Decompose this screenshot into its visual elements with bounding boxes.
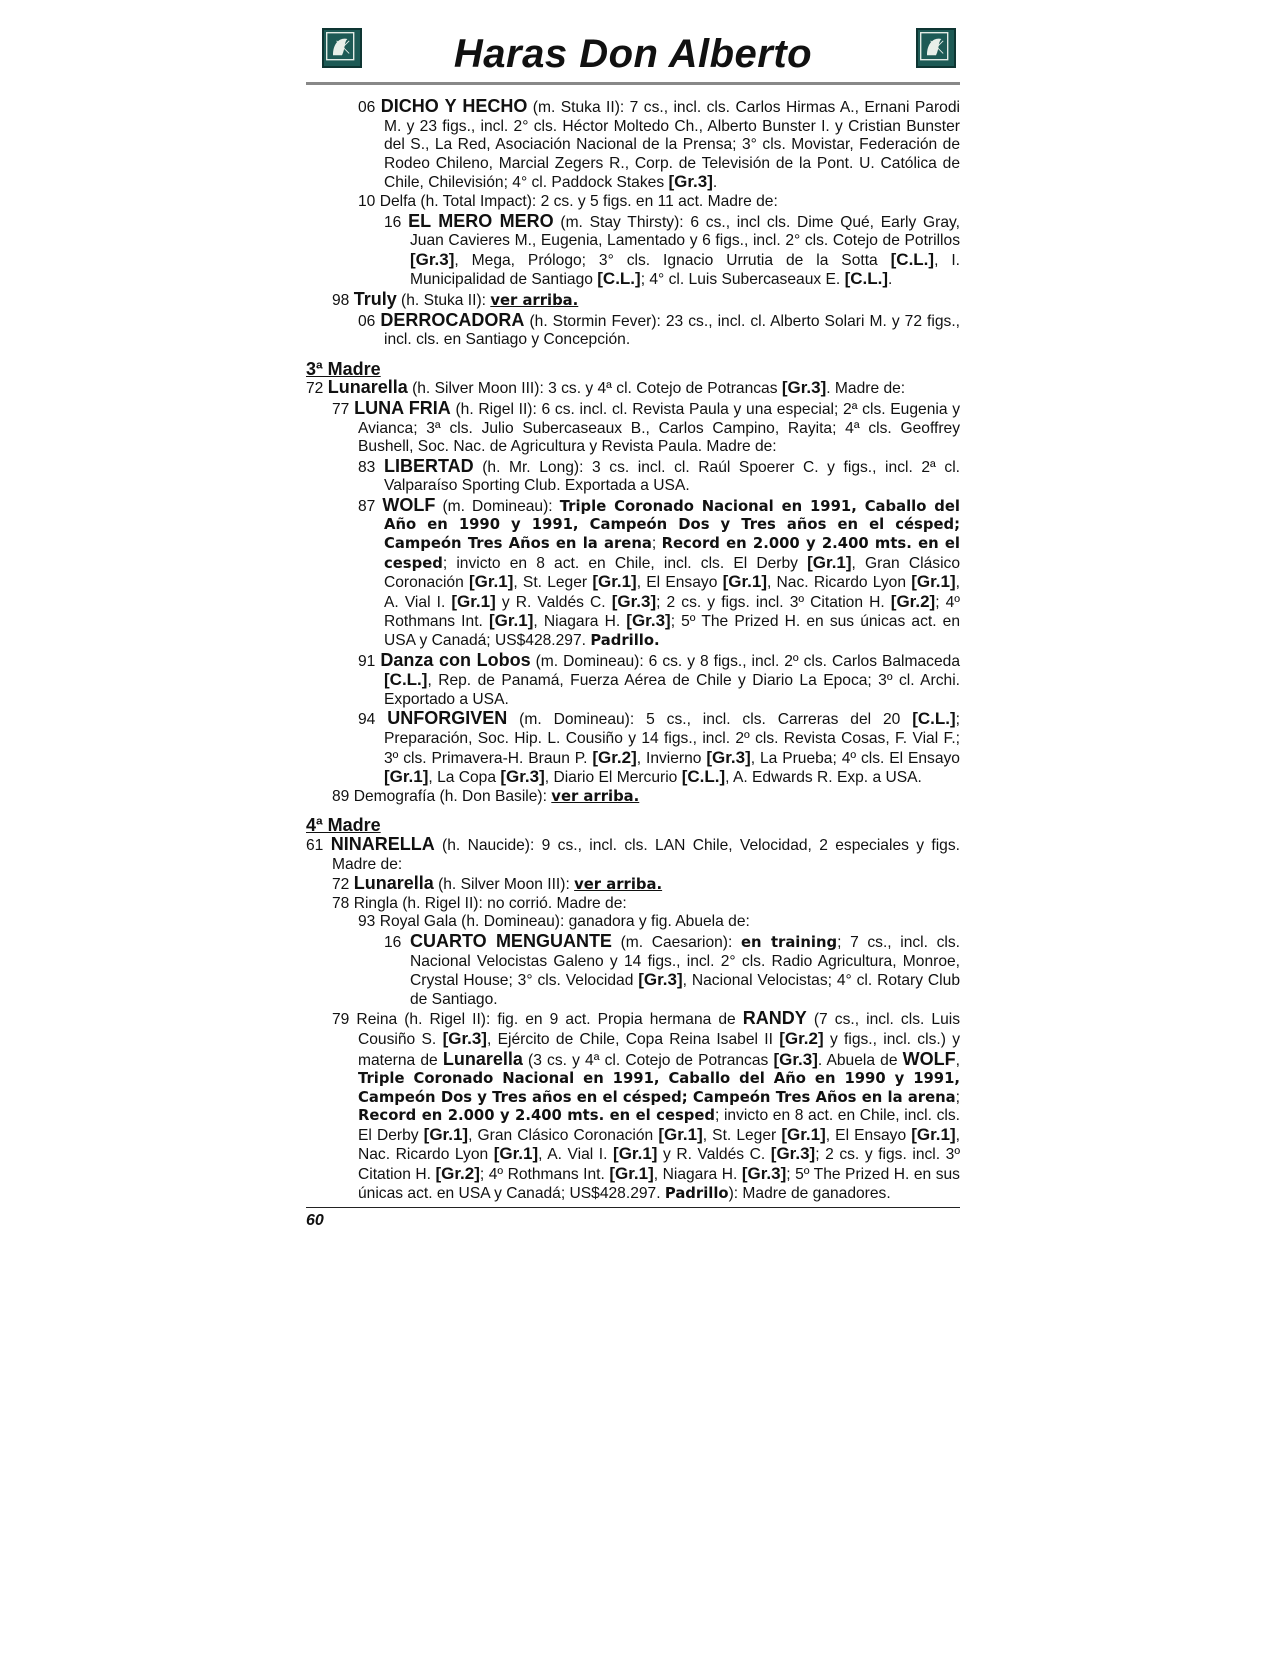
see-above-link: ver arriba.: [551, 787, 640, 805]
pedigree-entry: 72 Lunarella (h. Silver Moon III): 3 cs. y 4ª cl. Cotejo de Potrancas [Gr.3]. Madre de:: [306, 377, 906, 398]
pedigree-entry: 77 LUNA FRIA (h. Rigel II): 6 cs. incl. cl. Revista Paula y una especial; 2ª cls. Eugenia y Avianca; 3ª cls. Julio Subercaseaux B., Carlos Campino, Rayita; 4ª cls. Geoffrey Bushell, Soc. Nac. de Agricultura y Revista Paula. Madre de:: [332, 397, 961, 456]
pedigree-entry: 94 UNFORGIVEN (m. Domineau): 5 cs., incl. cls. Carreras del 20 [C.L.]; Preparación, Soc. Hip. L. Cousiño y 14 figs., incl. 2º cls. Revista Cosas, F. Vial F.; 3º cls. Primavera-H. Braun P. [Gr.2], Invierno [Gr.3], La Prueba; 4º cls. El Ensayo [Gr.1], La Copa [Gr.3], Diario El Mercurio [C.L.], A. Edwards R. Exp. a USA.: [358, 708, 960, 787]
pedigree-entry: 06 DERROCADORA (h. Stormin Fever): 23 cs., incl. cl. Alberto Solari M. y 72 figs., incl. cls. en Santiago y Concepción.: [358, 309, 960, 349]
pedigree-content: [306, 85, 960, 1203]
pedigree-entry: 72 Lunarella (h. Silver Moon III): ver arriba.: [332, 873, 663, 894]
pedigree-entry: 16 EL MERO MERO (m. Stay Thirsty): 6 cs., incl cls. Dime Qué, Early Gray, Juan Cavieres M., Eugenia, Lamentado y 6 figs., incl. 2° cls. Cotejo de Potrillos [Gr.3], Mega, Prólogo; 3° cls. Ignacio Urrutia de la Sotta [C.L.], I. Municipalidad de Santiago [C.L.]; 4° cl. Luis Subercaseaux E. [C.L.].: [384, 210, 960, 289]
pedigree-entry: 98 Truly (h. Stuka II): ver arriba.: [332, 288, 579, 309]
section-heading: 3ª Madre: [306, 358, 381, 379]
pedigree-entry: 87 WOLF (m. Domineau): Triple Coronado Nacional en 1991, Caballo del Año en 1990 y 1991, Campeón Dos y Tres años en el césped; Campeón Tres Años en la arena; Record en 2.000 y 2.400 mts. en el cesped; invicto en 8 act. en Chile, incl. cls. El Derby [Gr.1], Gran Clásico Coronación [Gr.1], St. Leger [Gr.1], El Ensayo [Gr.1], Nac. Ricardo Lyon [Gr.1], A. Vial I. [Gr.1] y R. Valdés C. [Gr.3]; 2 cs. y figs. incl. 3º Citation H. [Gr.2]; 4º Rothmans Int. [Gr.1], Niagara H. [Gr.3]; 5º The Prized H. en sus únicas act. en USA y Canadá; US$428.297. Padrillo.: [358, 494, 961, 650]
pedigree-entry: 06 DICHO Y HECHO (m. Stuka II): 7 cs., incl. cls. Carlos Hirmas A., Ernani Parodi M. y 23 figs., incl. 2° cls. Héctor Moltedo Ch., Alberto Bunster I. y Cristian Bunster del S., La Red, Asociación Nacional de la Prensa; 3° cls. Movistar, Federación de Rodeo Chileno, Marcial Zegers R., Corp. de Televisión de la Pont. U. Católica de Chile, Chilevisión; 4° cl. Paddock Stakes [Gr.3].: [358, 96, 960, 192]
pedigree-entry: 93 Royal Gala (h. Domineau): ganadora y fig. Abuela de:: [358, 913, 750, 931]
pedigree-entry: 91 Danza con Lobos (m. Domineau): 6 cs. y 8 figs., incl. 2º cls. Carlos Balmaceda [C.L.], Rep. de Panamá, Fuerza Aérea de Chile y Diario La Epoca; 3º cl. Archi. Exportado a USA.: [358, 649, 960, 708]
pedigree-entry: 61 NINARELLA (h. Naucide): 9 cs., incl. cls. LAN Chile, Velocidad, 2 especiales y figs. Madre de:: [306, 833, 960, 873]
page-footer: [306, 1207, 960, 1230]
document-page: [306, 24, 960, 1230]
pedigree-entry: 83 LIBERTAD (h. Mr. Long): 3 cs. incl. cl. Raúl Spoerer C. y figs., incl. 2ª cl. Valparaíso Sporting Club. Exportada a USA.: [358, 455, 960, 495]
haras-logo-icon: [916, 28, 956, 68]
see-above-link: ver arriba.: [574, 876, 663, 894]
page-number: 60: [306, 1212, 324, 1230]
section-heading: 4ª Madre: [306, 815, 381, 836]
pedigree-entry: 16 CUARTO MENGUANTE (m. Caesarion): en training; 7 cs., incl. cls. Nacional Velocistas Galeno y 14 figs., incl. 2° cls. Radio Agricultura, Monroe, Crystal House; 3° cls. Velocidad [Gr.3], Nacional Velocistas; 4° cl. Rotary Club de Santiago.: [384, 930, 960, 1008]
page-header: [306, 24, 960, 85]
pedigree-entry: 89 Demografía (h. Don Basile): ver arriba.: [332, 787, 640, 805]
pedigree-entry: 79 Reina (h. Rigel II): fig. en 9 act. Propia hermana de RANDY (7 cs., incl. cls. Luis Cousiño S. [Gr.3], Ejército de Chile, Copa Reina Isabel II [Gr.2] y figs., incl. cls.) y materna de Lunarella (3 cs. y 4ª cl. Cotejo de Potrancas [Gr.3]. Abuela de WOLF, Triple Coronado Nacional en 1991, Caballo del Año en 1990 y 1991, Campeón Dos y Tres años en el césped; Campeón Tres Años en la arena; Record en 2.000 y 2.400 mts. en el cesped; invicto en 8 act. en Chile, incl. cls. El Derby [Gr.1], Gran Clásico Coronación [Gr.1], St. Leger [Gr.1], El Ensayo [Gr.1], Nac. Ricardo Lyon [Gr.1], A. Vial I. [Gr.1] y R. Valdés C. [Gr.3]; 2 cs. y figs. incl. 3º Citation H. [Gr.2]; 4º Rothmans Int. [Gr.1], Niagara H. [Gr.3]; 5º The Prized H. en sus únicas act. en USA y Canadá; US$428.297. Padrillo): Madre de ganadores.: [332, 1008, 961, 1202]
pedigree-entry: 78 Ringla (h. Rigel II): no corrió. Madre de:: [332, 894, 627, 912]
page-title: Haras Don Alberto: [453, 32, 813, 76]
pedigree-entry: 10 Delfa (h. Total Impact): 2 cs. y 5 figs. en 11 act. Madre de:: [358, 192, 778, 210]
see-above-link: ver arriba.: [490, 291, 579, 309]
